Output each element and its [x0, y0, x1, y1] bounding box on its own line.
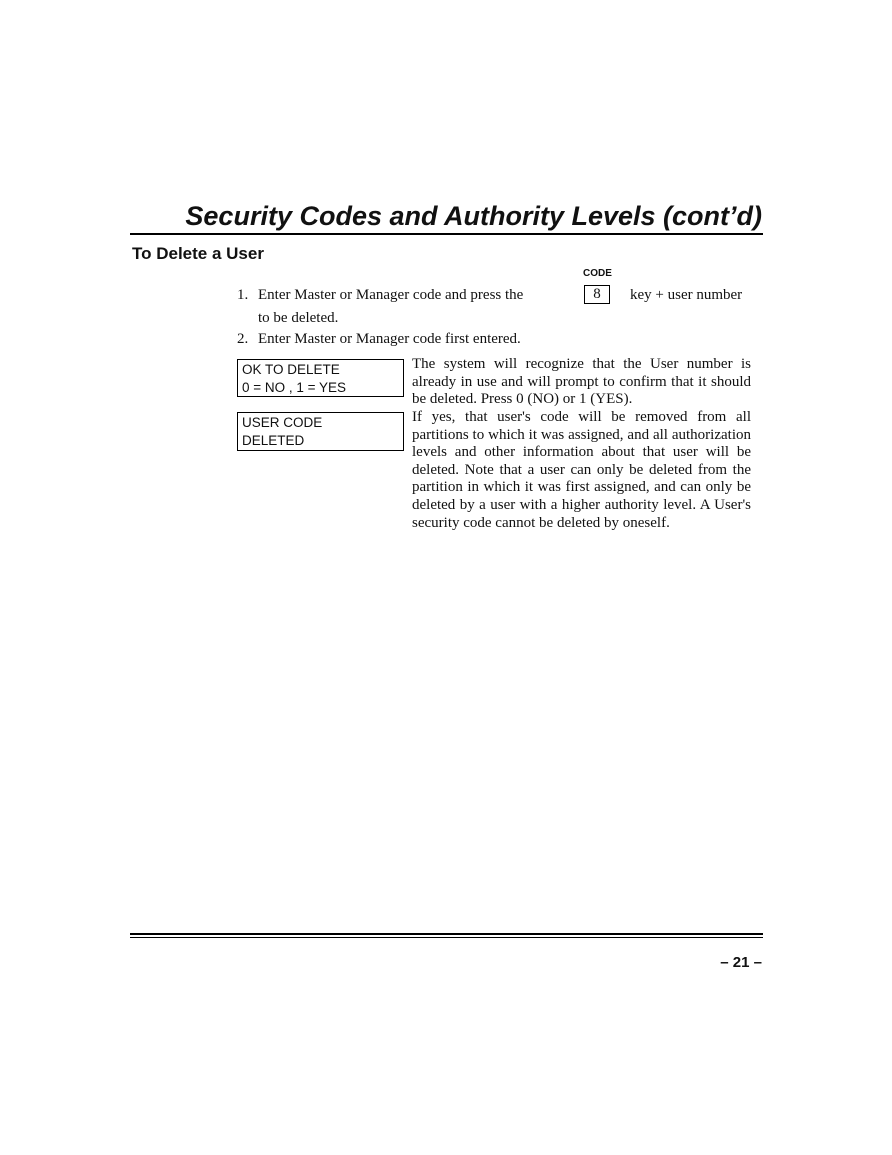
step-1-number: 1. — [237, 287, 249, 303]
step-1-text: Enter Master or Manager code and press the — [258, 287, 524, 303]
step-2-text: Enter Master or Manager code first entered. — [258, 331, 521, 347]
display-line-2: DELETED — [242, 433, 305, 448]
step-2 — [237, 328, 521, 350]
confirm-delete-description: The system will recognize that the User number is already in use and will prompt to confirm that it should be deleted. Press 0 (NO) or 1 (YES). — [412, 356, 751, 408]
keypad-display-ok-to-delete — [237, 359, 404, 397]
code-key-8: 8 — [584, 285, 610, 304]
code-deleted-description: If yes, that user's code will be removed from all partitions to which it was assigned, and all authorization levels and other information about that user will be deleted. Note that a user can only be deleted from the partition in which it was first assigned, and can only be deleted by a user with a higher authority level. A User's security code cannot be deleted by oneself. — [412, 409, 751, 531]
step-1 — [237, 284, 523, 306]
code-key-caption: CODE — [583, 268, 612, 279]
section-heading: To Delete a User — [132, 244, 264, 263]
display-line-2: 0 = NO , 1 = YES — [242, 380, 347, 395]
step-1-text-after-key: key + user number — [630, 287, 743, 303]
display-line-1: USER CODE — [242, 415, 323, 430]
page-title: Security Codes and Authority Levels (cont’d) — [185, 201, 762, 231]
display-line-1: OK TO DELETE — [242, 362, 340, 377]
keypad-display-user-code-deleted — [237, 412, 404, 451]
page-number: – 21 – — [720, 954, 762, 971]
title-rule — [130, 233, 763, 235]
step-1-continuation: to be deleted. — [258, 310, 339, 326]
footer-rule — [130, 933, 763, 938]
step-2-number: 2. — [237, 331, 249, 347]
